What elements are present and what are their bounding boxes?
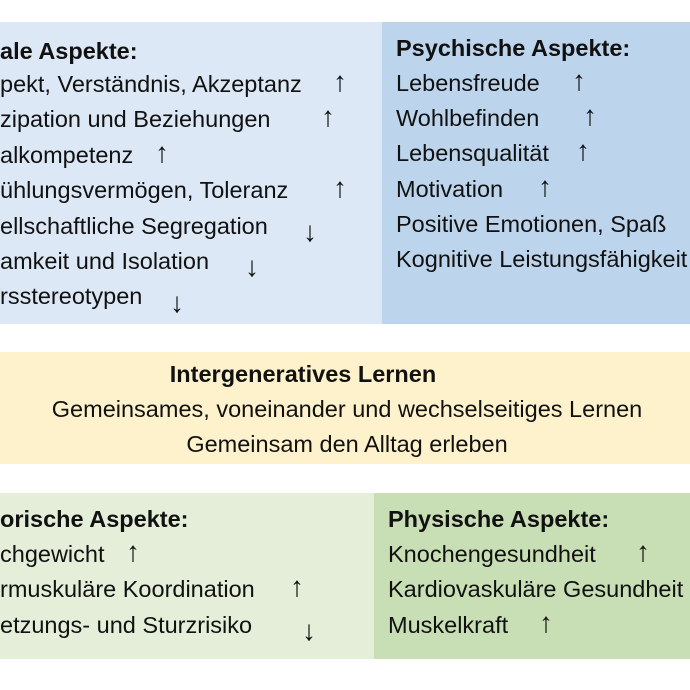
motor-item-3: etzungs- und Sturzrisiko	[0, 612, 253, 638]
phys-item-3: Muskelkraft	[388, 612, 509, 638]
arrow-up-icon: ↑	[333, 172, 347, 203]
intergenerational-learning-box	[0, 352, 690, 464]
social-item-7: rsstereotypen	[0, 283, 143, 309]
arrow-up-icon: ↑	[572, 65, 586, 96]
social-item-3: alkompetenz	[0, 142, 134, 168]
psych-item-2: Wohlbefinden	[396, 105, 540, 131]
psychological-aspects-box	[382, 22, 690, 324]
psych-item-6: Kognitive Leistungsfähigkeit	[396, 246, 688, 272]
motor-aspects-title: orische Aspekte:	[0, 506, 189, 532]
social-item-4: ühlungsvermögen, Toleranz	[0, 177, 289, 203]
psych-item-5: Positive Emotionen, Spaß	[396, 211, 667, 237]
arrow-up-icon: ↑	[583, 100, 597, 131]
arrow-up-icon: ↑	[290, 571, 304, 602]
center-line-2: Gemeinsam den Alltag erleben	[186, 431, 508, 457]
social-item-6: amkeit und Isolation	[0, 248, 210, 274]
center-line-1: Gemeinsames, voneinander und wechselseitiges Lernen	[51, 396, 643, 422]
psychological-aspects-title: Psychische Aspekte:	[396, 35, 631, 61]
arrow-down-icon: ↓	[245, 251, 259, 282]
phys-item-2: Kardiovaskuläre Gesundheit	[388, 576, 684, 602]
arrow-up-icon: ↑	[126, 536, 140, 567]
center-title: Intergeneratives Lernen	[169, 361, 437, 387]
arrow-up-icon: ↑	[538, 171, 552, 202]
social-aspects-title: ale Aspekte:	[0, 38, 138, 64]
motor-item-1: chgewicht	[0, 541, 105, 567]
arrow-up-icon: ↑	[321, 101, 335, 132]
arrow-down-icon: ↓	[303, 216, 317, 247]
arrow-up-icon: ↑	[333, 66, 347, 97]
psych-item-4: Motivation	[396, 176, 504, 202]
motor-item-2: rmuskuläre Koordination	[0, 576, 255, 602]
arrow-up-icon: ↑	[636, 536, 650, 567]
phys-item-1: Knochengesundheit	[388, 541, 596, 567]
psych-item-3: Lebensqualität	[396, 140, 549, 166]
psych-item-1: Lebensfreude	[396, 70, 540, 96]
physical-aspects-box	[374, 493, 690, 659]
arrow-up-icon: ↑	[576, 135, 590, 166]
arrow-up-icon: ↑	[539, 607, 553, 638]
arrow-up-icon: ↑	[155, 137, 169, 168]
social-aspects-box	[0, 22, 382, 324]
arrow-down-icon: ↓	[170, 287, 184, 318]
social-item-1: pekt, Verständnis, Akzeptanz	[0, 71, 302, 97]
social-item-5: ellschaftliche Segregation	[0, 213, 268, 239]
physical-aspects-title: Physische Aspekte:	[388, 506, 610, 532]
arrow-down-icon: ↓	[302, 615, 316, 646]
motor-aspects-box	[0, 493, 374, 659]
social-item-2: zipation und Beziehungen	[0, 106, 271, 132]
